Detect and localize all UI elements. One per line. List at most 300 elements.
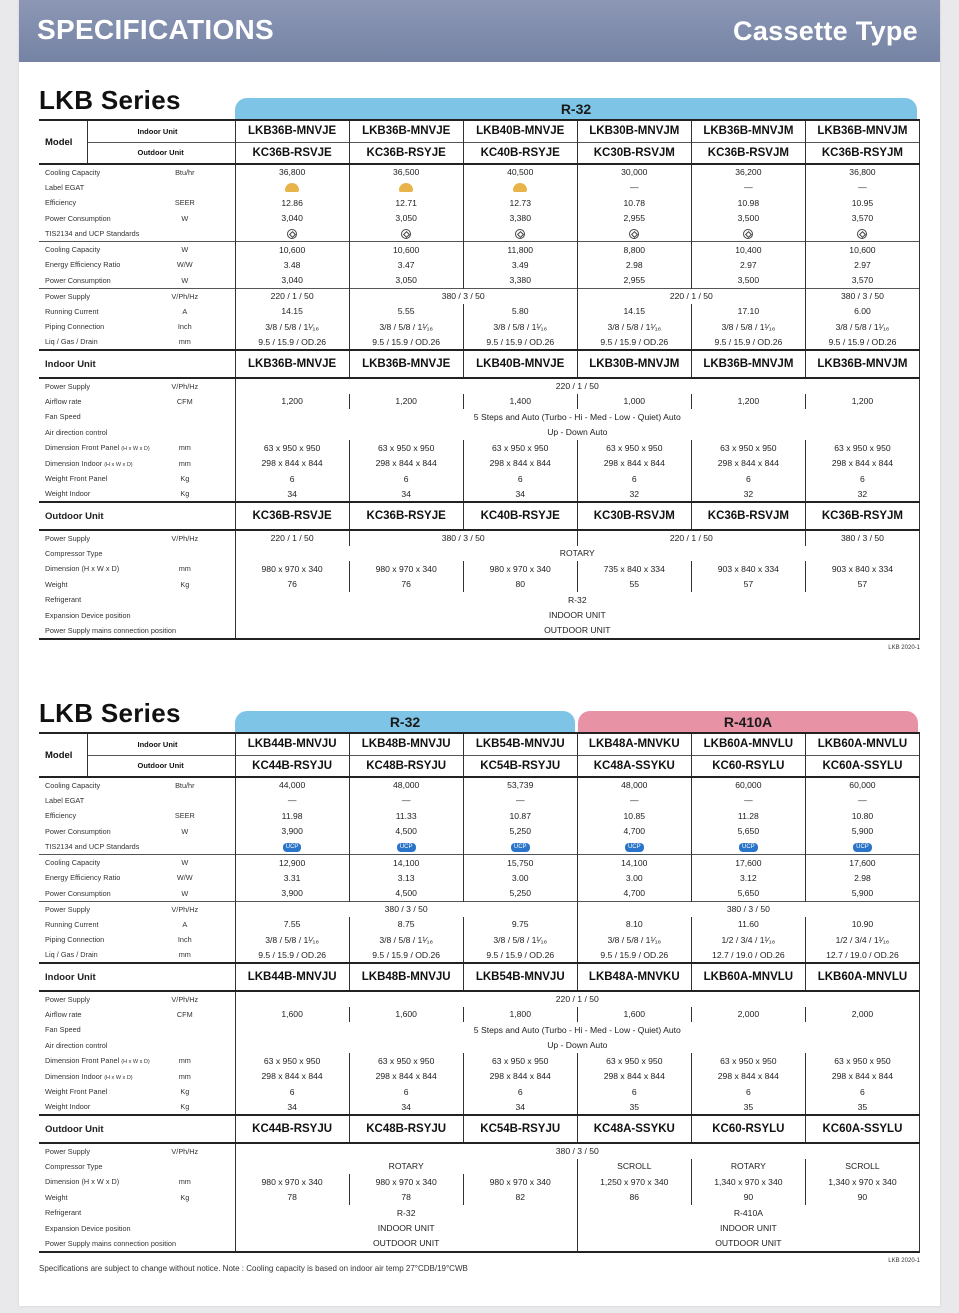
row-label: Power Consumption: [45, 213, 111, 223]
row-value: R-410A: [577, 1205, 919, 1221]
row-label: Cooling Capacity: [39, 855, 135, 871]
row-value: 3.12: [691, 870, 805, 886]
row-value: 220 / 1 / 50: [235, 991, 919, 1007]
row-label: Refrigerant: [45, 1208, 82, 1218]
row-value: 220 / 1 / 50: [577, 288, 805, 304]
row-label: Air direction control: [45, 427, 108, 437]
row-value: 3.48: [235, 257, 349, 273]
spec-row: [39, 608, 920, 624]
tis-standard-icon: [857, 229, 867, 239]
row-unit: [135, 1159, 235, 1175]
indoor-model: LKB54B-MNVJU: [463, 733, 577, 755]
spec-row: [39, 164, 920, 180]
row-value: 34: [463, 487, 577, 503]
row-unit: Kg: [135, 471, 235, 487]
spec-row: [39, 378, 920, 394]
row-label: TIS2134 and UCP Standards: [45, 229, 140, 238]
tis-standard-icon: [287, 229, 297, 239]
row-value: 298 x 844 x 844: [463, 1069, 577, 1085]
series-section-1: [39, 85, 920, 655]
row-value: 12.7 / 19.0 / OD.26: [805, 948, 919, 964]
row-value: 78: [235, 1190, 349, 1206]
indoor-model: LKB40B-MNVJE: [463, 350, 577, 378]
row-value: 10.87: [463, 808, 577, 824]
row-value: 1,200: [691, 394, 805, 410]
row-value: 32: [691, 487, 805, 503]
row-value: 9.75: [463, 917, 577, 933]
row-value: Up - Down Auto: [235, 1038, 919, 1054]
row-label: Dimension (H x W x D): [45, 1177, 120, 1187]
outdoor-model: KC36B-RSYJM: [805, 502, 919, 530]
indoor-model: LKB48A-MNVKU: [577, 733, 691, 755]
row-label: Power Supply: [39, 991, 135, 1007]
row-unit: mm: [135, 561, 235, 577]
spec-row: [39, 471, 920, 487]
row-value: 2.98: [577, 257, 691, 273]
spec-row: [39, 1069, 920, 1085]
row-value: 10.95: [805, 195, 919, 211]
row-value: —: [691, 793, 805, 809]
spec-row: [39, 288, 920, 304]
row-value: 36,800: [805, 164, 919, 180]
row-value: 380 / 3 / 50: [235, 901, 577, 917]
indoor-section-title: Indoor Unit: [39, 350, 235, 378]
spec-row: [39, 226, 920, 242]
doc-code: LKB 2020-1: [888, 645, 920, 651]
indoor-model: LKB60A-MNVLU: [691, 963, 805, 991]
outdoor-model: KC60-RSYLU: [691, 1115, 805, 1143]
spec-row: [39, 1007, 920, 1023]
indoor-model: LKB36B-MNVJM: [805, 350, 919, 378]
row-value: 8.10: [577, 917, 691, 933]
row-value: 63 x 950 x 950: [805, 1053, 919, 1069]
spec-row: [39, 623, 920, 639]
row-label: Power Supply: [39, 288, 135, 304]
outdoor-section-title: Outdoor Unit: [39, 1115, 235, 1143]
row-value: 76: [235, 577, 349, 593]
row-value: 5,900: [805, 824, 919, 840]
row-label: Dimension Indoor (H x W x D): [45, 1071, 133, 1081]
outdoor-model: KC48A-SSYKU: [577, 1115, 691, 1143]
row-value: 6: [463, 1084, 577, 1100]
spec-row: [39, 546, 920, 562]
row-unit: W/W: [135, 257, 235, 273]
row-value: 35: [691, 1100, 805, 1116]
spec-row: [39, 409, 920, 425]
spec-row: [39, 1236, 920, 1252]
row-value: 298 x 844 x 844: [349, 456, 463, 472]
page-header: [19, 0, 940, 62]
row-unit: W: [135, 886, 235, 902]
row-value: 9.5 / 15.9 / OD.26: [463, 335, 577, 351]
row-value: 90: [805, 1190, 919, 1206]
row-value: 1,400: [463, 394, 577, 410]
row-value: 10.90: [805, 917, 919, 933]
row-label: Weight Front Panel: [45, 1087, 108, 1097]
row-unit: V/Ph/Hz: [135, 530, 235, 546]
series-title: LKB Series: [39, 698, 181, 728]
row-value: 1/2 / 3/4 / 1¹⁄₁₆: [805, 932, 919, 948]
spec-row: [39, 1084, 920, 1100]
row-value: 3,050: [349, 273, 463, 289]
row-value: 6: [577, 471, 691, 487]
spec-row: [39, 793, 920, 809]
row-label: Weight Indoor: [45, 489, 91, 499]
spec-row: [39, 824, 920, 840]
ucp-standard-icon: [853, 843, 872, 852]
row-value: 2,955: [577, 211, 691, 227]
ucp-standard-icon: [283, 843, 302, 852]
row-value: 34: [235, 487, 349, 503]
row-value: 3,500: [691, 211, 805, 227]
outdoor-model: KC30B-RSVJM: [577, 502, 691, 530]
row-value: 3/8 / 5/8 / 1¹⁄₁₆: [349, 319, 463, 335]
row-value: 3/8 / 5/8 / 1¹⁄₁₆: [691, 319, 805, 335]
spec-row: [39, 304, 920, 320]
outdoor-model: KC30B-RSVJM: [577, 142, 691, 164]
row-label: Power Supply mains connection position: [39, 1236, 135, 1252]
row-label: Dimension Front Panel (H x W x D): [45, 1056, 150, 1066]
row-unit: Inch: [135, 319, 235, 335]
row-value: 3/8 / 5/8 / 1¹⁄₁₆: [463, 932, 577, 948]
row-unit: mm: [135, 948, 235, 964]
ucp-standard-icon: [511, 843, 530, 852]
row-value: 6: [463, 471, 577, 487]
row-label: Efficiency: [45, 198, 77, 208]
row-value: 9.5 / 15.9 / OD.26: [463, 948, 577, 964]
spec-row: [39, 777, 920, 793]
row-value: 36,200: [691, 164, 805, 180]
indoor-model: LKB30B-MNVJM: [577, 350, 691, 378]
indoor-model: LKB44B-MNVJU: [235, 733, 349, 755]
row-value: 12.86: [235, 195, 349, 211]
row-unit: V/Ph/Hz: [135, 901, 235, 917]
spec-table: [39, 732, 920, 1253]
outdoor-unit-label: Outdoor Unit: [87, 755, 235, 777]
tis-standard-icon: [743, 229, 753, 239]
spec-row: [39, 592, 920, 608]
row-value: [349, 839, 463, 855]
spec-row: [39, 808, 920, 824]
row-value: 14,100: [349, 855, 463, 871]
row-value: 380 / 3 / 50: [805, 288, 919, 304]
outdoor-model: KC44B-RSYJU: [235, 1115, 349, 1143]
ucp-standard-icon: [397, 843, 416, 852]
row-value: 6: [235, 1084, 349, 1100]
indoor-model: LKB36B-MNVJE: [235, 120, 349, 142]
egat-label-icon: [399, 183, 413, 192]
row-value: 63 x 950 x 950: [691, 440, 805, 456]
row-label: Energy Efficiency Ratio: [45, 873, 121, 883]
indoor-model: LKB60A-MNVLU: [691, 733, 805, 755]
row-value: 6: [805, 1084, 919, 1100]
row-label: Liq / Gas / Drain: [45, 950, 98, 960]
row-value: OUTDOOR UNIT: [235, 623, 919, 639]
outdoor-model: KC40B-RSYJE: [463, 142, 577, 164]
refrigerant-label: R-410A: [578, 711, 918, 732]
row-label: Compressor Type: [45, 548, 103, 558]
row-value: 53,739: [463, 777, 577, 793]
row-value: 5,650: [691, 886, 805, 902]
row-unit: [135, 1221, 235, 1237]
row-unit: Kg: [135, 1084, 235, 1100]
row-value: 980 x 970 x 340: [463, 561, 577, 577]
indoor-model: LKB36B-MNVJE: [349, 120, 463, 142]
model-label: Model: [39, 120, 87, 164]
egat-label-icon: [513, 183, 527, 192]
row-value: 1,600: [235, 1007, 349, 1023]
outdoor-model: KC36B-RSVJE: [235, 502, 349, 530]
row-value: [805, 226, 919, 242]
row-value: 48,000: [349, 777, 463, 793]
indoor-model: LKB48B-MNVJU: [349, 963, 463, 991]
row-unit: [135, 546, 235, 562]
row-label: Power Supply: [39, 1143, 135, 1159]
row-label: Fan Speed: [45, 412, 81, 422]
row-value: 3/8 / 5/8 / 1¹⁄₁₆: [235, 932, 349, 948]
row-value: —: [235, 793, 349, 809]
row-value: 14.15: [235, 304, 349, 320]
row-value: 40,500: [463, 164, 577, 180]
spec-row: [39, 394, 920, 410]
row-value: 380 / 3 / 50: [577, 901, 919, 917]
row-unit: [135, 839, 235, 855]
row-label: Power Supply mains connection position: [39, 623, 135, 639]
row-value: 8,800: [577, 242, 691, 258]
outdoor-model: KC36B-RSYJM: [805, 142, 919, 164]
row-value: 1,200: [805, 394, 919, 410]
row-value: [691, 839, 805, 855]
row-value: 4,500: [349, 886, 463, 902]
spec-row: [39, 257, 920, 273]
row-value: ROTARY: [235, 546, 919, 562]
row-value: 14,100: [577, 855, 691, 871]
row-value: 32: [577, 487, 691, 503]
row-unit: mm: [135, 335, 235, 351]
row-value: 3/8 / 5/8 / 1¹⁄₁₆: [577, 932, 691, 948]
outdoor-unit-label: Outdoor Unit: [87, 142, 235, 164]
row-value: 220 / 1 / 50: [235, 378, 919, 394]
spec-row: [39, 932, 920, 948]
row-label: Power Supply: [39, 378, 135, 394]
row-label: Expansion Device position: [45, 1223, 131, 1233]
row-value: 4,700: [577, 824, 691, 840]
row-value: 298 x 844 x 844: [463, 456, 577, 472]
spec-row: [39, 440, 920, 456]
row-value: SCROLL: [805, 1159, 919, 1175]
spec-row: [39, 839, 920, 855]
row-label: Efficiency: [45, 811, 77, 821]
row-value: 220 / 1 / 50: [235, 288, 349, 304]
row-value: 6: [577, 1084, 691, 1100]
row-label: Cooling Capacity: [39, 242, 135, 258]
footnote: Specifications are subject to change without notice. Note : Cooling capacity is based on indoor air temp 27°CDB/19°CWB: [39, 1264, 468, 1273]
row-value: 63 x 950 x 950: [805, 440, 919, 456]
row-value: 3.13: [349, 870, 463, 886]
outdoor-model: KC54B-RSYJU: [463, 1115, 577, 1143]
row-unit: W: [135, 855, 235, 871]
row-label: Label EGAT: [45, 795, 85, 805]
row-unit: Kg: [135, 1190, 235, 1206]
row-value: 3.00: [463, 870, 577, 886]
outdoor-model: KC36B-RSVJM: [691, 502, 805, 530]
row-value: 3.47: [349, 257, 463, 273]
spec-row: [39, 855, 920, 871]
row-value: 57: [691, 577, 805, 593]
row-value: 11.60: [691, 917, 805, 933]
row-label: Airflow rate: [45, 396, 82, 406]
row-value: 9.5 / 15.9 / OD.26: [349, 948, 463, 964]
row-value: —: [577, 793, 691, 809]
row-unit: [135, 1205, 235, 1221]
header-subtitle: Cassette Type: [733, 16, 918, 46]
row-value: [463, 839, 577, 855]
row-value: 7.55: [235, 917, 349, 933]
indoor-model: LKB44B-MNVJU: [235, 963, 349, 991]
indoor-unit-label: Indoor Unit: [87, 733, 235, 755]
spec-row: [39, 561, 920, 577]
row-value: 12,900: [235, 855, 349, 871]
row-value: 17,600: [805, 855, 919, 871]
row-value: 980 x 970 x 340: [235, 561, 349, 577]
row-label: Cooling Capacity: [39, 164, 135, 180]
row-value: 63 x 950 x 950: [235, 440, 349, 456]
row-value: 2.98: [805, 870, 919, 886]
row-value: 3,900: [235, 886, 349, 902]
row-value: 1,800: [463, 1007, 577, 1023]
outdoor-model: KC36B-RSVJM: [691, 142, 805, 164]
outdoor-section-title: Outdoor Unit: [39, 502, 235, 530]
spec-row: [39, 870, 920, 886]
outdoor-model: KC48B-RSYJU: [349, 755, 463, 777]
row-value: 5.80: [463, 304, 577, 320]
row-unit: [135, 793, 235, 809]
row-label: Cooling Capacity: [39, 777, 135, 793]
spec-row: [39, 456, 920, 472]
row-value: 980 x 970 x 340: [463, 1174, 577, 1190]
row-value: —: [691, 180, 805, 196]
row-value: 57: [805, 577, 919, 593]
row-value: 3,500: [691, 273, 805, 289]
spec-sheet-page: [19, 0, 940, 1306]
row-value: 1,200: [235, 394, 349, 410]
row-label: Weight: [45, 579, 68, 589]
row-value: 2.97: [691, 257, 805, 273]
row-value: 63 x 950 x 950: [349, 1053, 463, 1069]
indoor-unit-label: Indoor Unit: [87, 120, 235, 142]
outdoor-model: KC60A-SSYLU: [805, 755, 919, 777]
row-value: 3/8 / 5/8 / 1¹⁄₁₆: [235, 319, 349, 335]
indoor-model: LKB48B-MNVJU: [349, 733, 463, 755]
row-unit: W: [135, 211, 235, 227]
row-value: 3/8 / 5/8 / 1¹⁄₁₆: [577, 319, 691, 335]
row-value: 9.5 / 15.9 / OD.26: [349, 335, 463, 351]
row-value: SCROLL: [577, 1159, 691, 1175]
row-label: Running Current: [45, 919, 99, 929]
indoor-model: LKB60A-MNVLU: [805, 733, 919, 755]
row-value: 17.10: [691, 304, 805, 320]
row-unit: [135, 409, 235, 425]
row-unit: SEER: [135, 808, 235, 824]
row-value: 298 x 844 x 844: [805, 456, 919, 472]
row-value: [349, 180, 463, 196]
row-value: 903 x 840 x 334: [691, 561, 805, 577]
row-value: 380 / 3 / 50: [235, 1143, 919, 1159]
indoor-model: LKB36B-MNVJE: [235, 350, 349, 378]
row-label: Power Consumption: [45, 275, 111, 285]
row-value: R-32: [235, 1205, 577, 1221]
row-value: 2,955: [577, 273, 691, 289]
row-value: 735 x 840 x 334: [577, 561, 691, 577]
row-value: 60,000: [805, 777, 919, 793]
row-label: Compressor Type: [45, 1161, 103, 1171]
doc-code: LKB 2020-1: [888, 1258, 920, 1264]
row-value: [235, 839, 349, 855]
row-value: 380 / 3 / 50: [349, 530, 577, 546]
row-value: 48,000: [577, 777, 691, 793]
row-unit: Inch: [135, 932, 235, 948]
row-value: [463, 226, 577, 242]
indoor-model: LKB60A-MNVLU: [805, 963, 919, 991]
row-value: 2,000: [805, 1007, 919, 1023]
row-value: 3/8 / 5/8 / 1¹⁄₁₆: [463, 319, 577, 335]
row-value: 63 x 950 x 950: [235, 1053, 349, 1069]
spec-row: [39, 195, 920, 211]
header-title: SPECIFICATIONS: [37, 14, 275, 45]
row-value: 3,050: [349, 211, 463, 227]
row-value: 86: [577, 1190, 691, 1206]
row-value: 11.28: [691, 808, 805, 824]
row-value: [805, 839, 919, 855]
row-value: 3,570: [805, 273, 919, 289]
row-unit: SEER: [135, 195, 235, 211]
indoor-model: LKB36B-MNVJM: [691, 350, 805, 378]
row-label: Piping Connection: [45, 322, 105, 332]
spec-row: [39, 242, 920, 258]
spec-row: [39, 425, 920, 441]
row-value: 36,800: [235, 164, 349, 180]
row-value: 6: [235, 471, 349, 487]
row-value: 1,000: [577, 394, 691, 410]
row-value: OUTDOOR UNIT: [235, 1236, 577, 1252]
row-label: Power Consumption: [45, 888, 111, 898]
row-unit: [135, 592, 235, 608]
row-value: 80: [463, 577, 577, 593]
row-value: 298 x 844 x 844: [805, 1069, 919, 1085]
row-value: 298 x 844 x 844: [691, 1069, 805, 1085]
row-value: 3,040: [235, 273, 349, 289]
row-value: 1,340 x 970 x 340: [691, 1174, 805, 1190]
row-value: 1,250 x 970 x 340: [577, 1174, 691, 1190]
row-unit: V/Ph/Hz: [135, 991, 235, 1007]
spec-row: [39, 1053, 920, 1069]
row-unit: W: [135, 242, 235, 258]
spec-row: [39, 273, 920, 289]
indoor-model: LKB40B-MNVJE: [463, 120, 577, 142]
refrigerant-label: R-32: [235, 711, 575, 732]
spec-row: [39, 917, 920, 933]
row-value: [349, 226, 463, 242]
row-value: 6: [691, 1084, 805, 1100]
row-unit: mm: [135, 1069, 235, 1085]
row-unit: W: [135, 824, 235, 840]
row-value: 3,570: [805, 211, 919, 227]
row-value: 6: [691, 471, 805, 487]
row-value: 14.15: [577, 304, 691, 320]
outdoor-model: KC36B-RSYJE: [349, 502, 463, 530]
row-unit: A: [135, 304, 235, 320]
row-value: —: [349, 793, 463, 809]
